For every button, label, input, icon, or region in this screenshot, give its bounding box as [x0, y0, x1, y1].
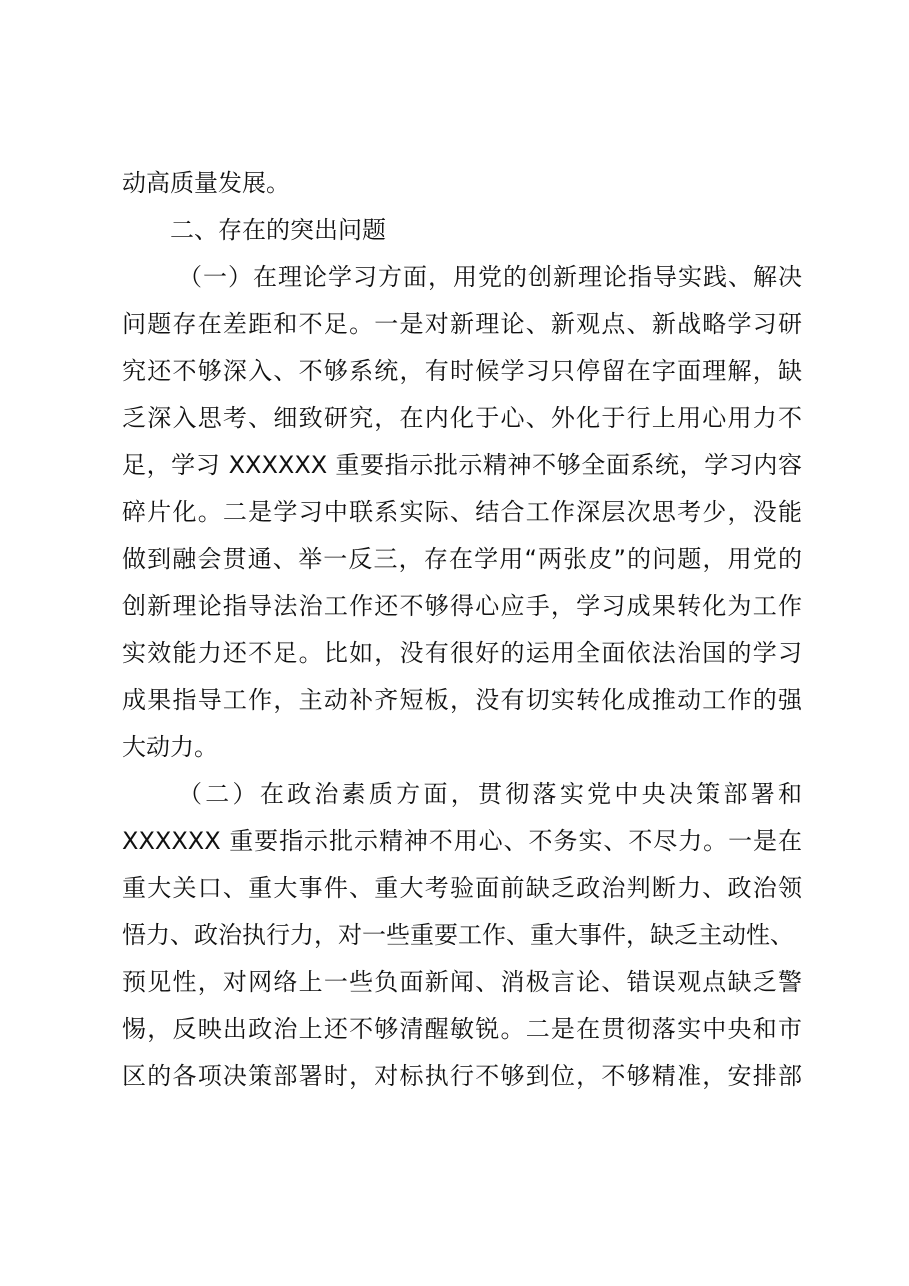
- text-line: 创新理论指导法治工作还不够得心应手，学习成果转化为工作: [122, 592, 802, 620]
- text-line: 悟力、政治执行力，对一些重要工作、重大事件，缺乏主动性、: [122, 921, 794, 949]
- text-line: 惕，反映出政治上还不够清醒敏锐。二是在贯彻落实中央和市: [122, 1015, 802, 1043]
- document-body: [122, 160, 802, 1100]
- text-line: 乏深入思考、细致研究，在内化于心、外化于行上用心用力不: [122, 404, 802, 432]
- text-line: 大动力。: [122, 733, 218, 761]
- text-line: 问题存在差距和不足。一是对新理论、新观点、新战略学习研: [122, 310, 802, 338]
- text-line: 动高质量发展。: [122, 169, 290, 197]
- text-line: 预见性，对网络上一些负面新闻、消极言论、错误观点缺乏警: [122, 968, 802, 996]
- text-line: 重大关口、重大事件、重大考验面前缺乏政治判断力、政治领: [122, 874, 802, 902]
- text-line: 足，学习 XXXXXX 重要指示批示精神不够全面系统，学习内容: [122, 451, 802, 479]
- text-line: 碎片化。二是学习中联系实际、结合工作深层次思考少，没能: [122, 498, 802, 526]
- text-line: 究还不够深入、不够系统，有时候学习只停留在字面理解，缺: [122, 357, 802, 385]
- paragraph-heading-line: （二）在政治素质方面，贯彻落实党中央决策部署和: [178, 780, 802, 808]
- text-line: XXXXXX 重要指示批示精神不用心、不务实、不尽力。一是在: [122, 827, 802, 855]
- text-line: 成果指导工作，主动补齐短板，没有切实转化成推动工作的强: [122, 686, 802, 714]
- text-line: 实效能力还不足。比如，没有很好的运用全面依法治国的学习: [122, 639, 802, 667]
- text-line: 区的各项决策部署时，对标执行不够到位，不够精准，安排部: [122, 1062, 802, 1090]
- section-heading: 二、存在的突出问题: [170, 216, 386, 244]
- paragraph-heading-line: （一）在理论学习方面，用党的创新理论指导实践、解决: [178, 263, 802, 291]
- text-line: 做到融会贯通、举一反三，存在学用“两张皮”的问题，用党的: [122, 545, 802, 573]
